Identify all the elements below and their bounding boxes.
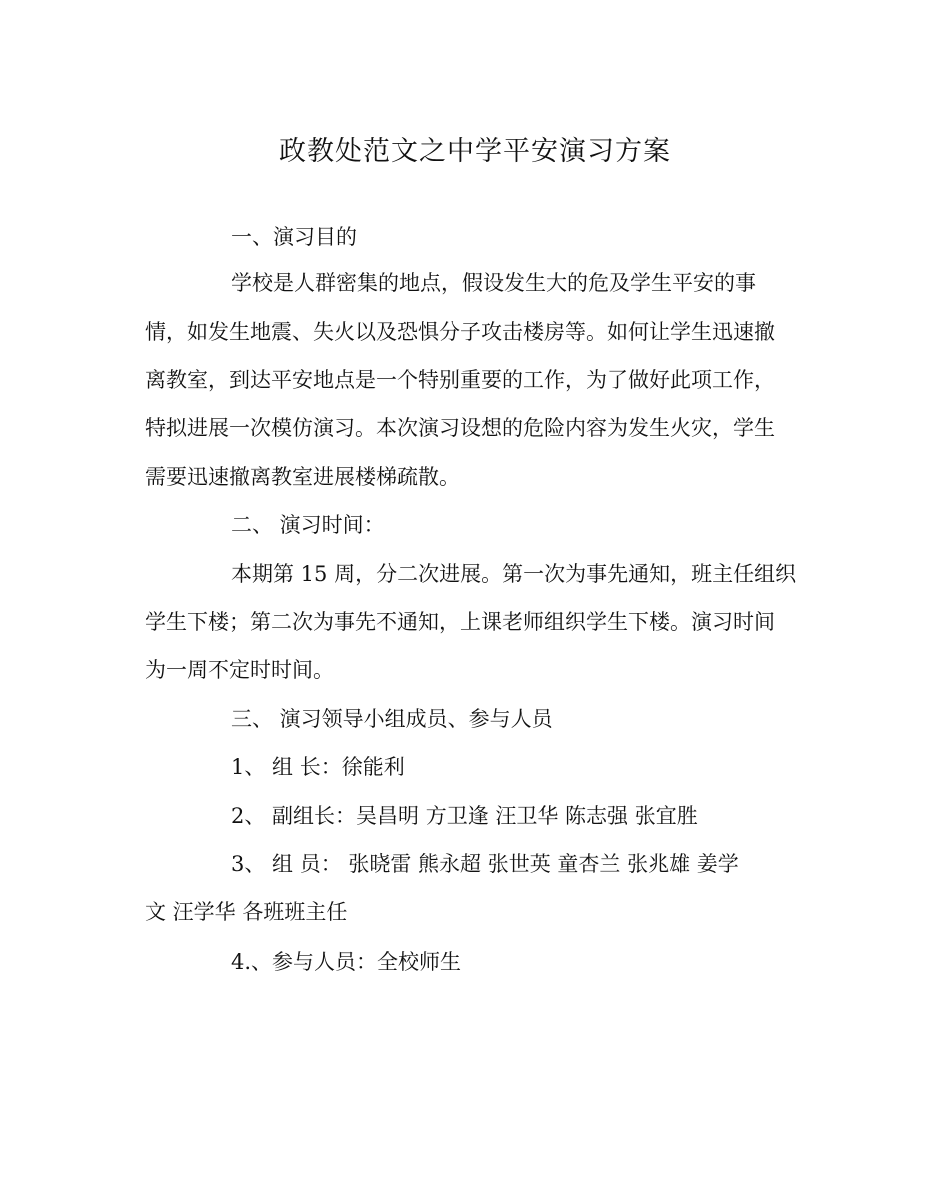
paragraph-line: 离教室，到达平安地点是一个特别重要的工作，为了做好此项工作， bbox=[145, 368, 775, 392]
member-item-leader: 1、 组 长：徐能利 bbox=[231, 755, 405, 779]
paragraph-line: 特拟进展一次模仿演习。本次演习设想的危险内容为发生火灾，学生 bbox=[145, 416, 775, 440]
section-heading-purpose: 一、演习目的 bbox=[231, 225, 357, 249]
paragraph-line: 为一周不定时时间。 bbox=[145, 658, 334, 682]
paragraph-line: 本期第 15 周，分二次进展。第一次为事先通知，班主任组织 bbox=[231, 562, 797, 586]
member-item-participants: 4.、参与人员：全校师生 bbox=[231, 950, 462, 974]
member-item-members-cont: 文 汪学华 各班班主任 bbox=[145, 900, 348, 924]
section-heading-time: 二、 演习时间： bbox=[231, 513, 385, 537]
paragraph-line: 学校是人群密集的地点，假设发生大的危及学生平安的事 bbox=[231, 271, 756, 295]
member-item-deputy: 2、 副组长：吴昌明 方卫逢 汪卫华 陈志强 张宜胜 bbox=[231, 804, 698, 828]
paragraph-line: 需要迅速撤离教室进展楼梯疏散。 bbox=[145, 465, 460, 489]
paragraph-line: 情，如发生地震、失火以及恐惧分子攻击楼房等。如何让学生迅速撤 bbox=[145, 320, 775, 344]
member-item-members: 3、 组 员： 张晓雷 熊永超 张世英 童杏兰 张兆雄 姜学 bbox=[231, 852, 739, 876]
document-title: 政教处范文之中学平安演习方案 bbox=[279, 136, 671, 167]
paragraph-line: 学生下楼；第二次为事先不通知，上课老师组织学生下楼。演习时间 bbox=[145, 610, 775, 634]
section-heading-members: 三、 演习领导小组成员、参与人员 bbox=[231, 707, 553, 731]
